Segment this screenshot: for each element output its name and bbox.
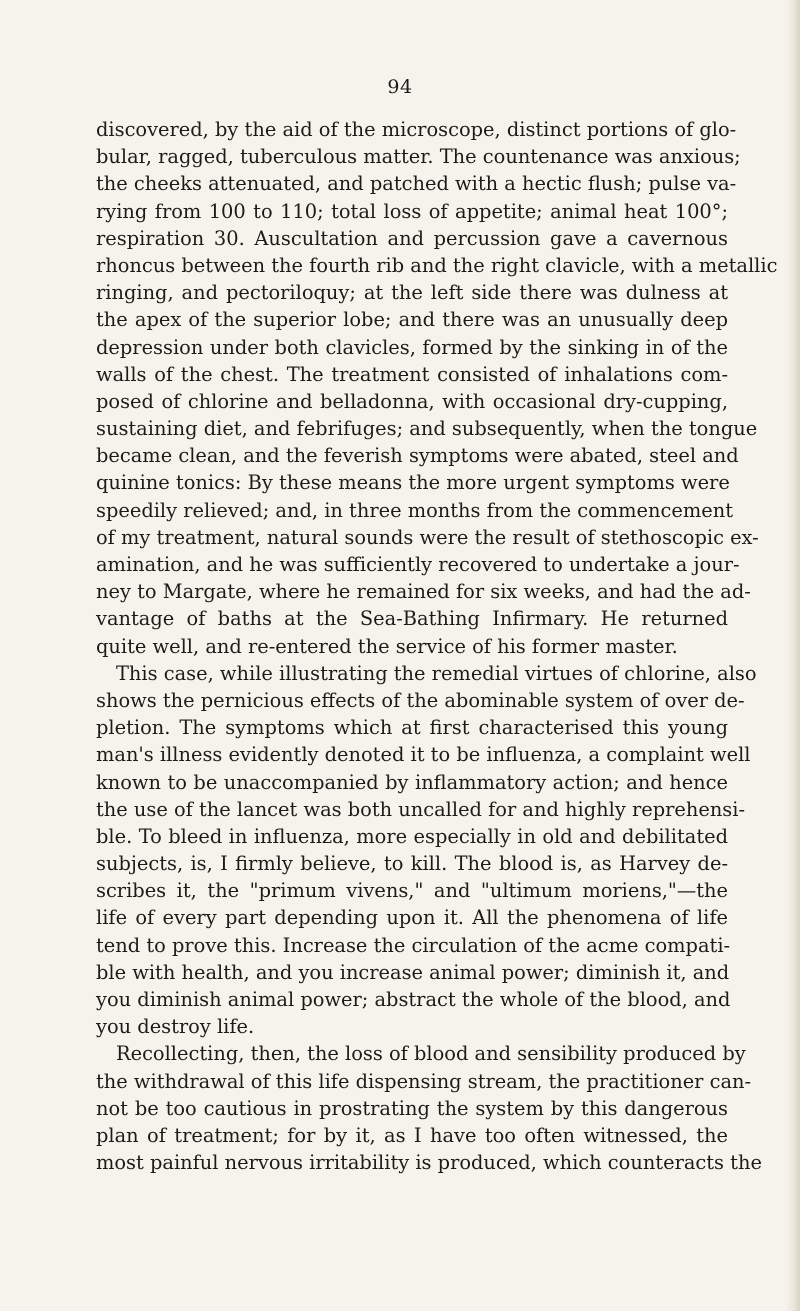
text-line: This case, while illustrating the remedial virtues of chlorine, also xyxy=(116,661,757,685)
text-line: respiration 30. Auscultation and percussion gave a cavernous xyxy=(96,226,728,250)
text-line: you destroy life. xyxy=(96,1015,255,1039)
text-line: known to be unaccompanied by inflammatory action; and hence xyxy=(96,770,728,794)
text-line: Recollecting, then, the loss of blood and sensibility produced by xyxy=(116,1042,746,1066)
text-line: pletion. The symptoms which at first characterised this young xyxy=(96,716,728,740)
text-line: bular, ragged, tuberculous matter. The countenance was anxious; xyxy=(96,145,741,169)
text-line: tend to prove this. Increase the circulation of the acme compati- xyxy=(96,933,731,957)
text-line: rying from 100 to 110; total loss of appetite; animal heat 100°; xyxy=(96,199,728,223)
page-number: 94 xyxy=(387,76,413,98)
text-line: posed of chlorine and belladonna, with occasional dry-cupping, xyxy=(96,389,728,413)
text-line: man's illness evidently denoted it to be influenza, a complaint well xyxy=(96,743,751,767)
text-line: walls of the chest. The treatment consisted of inhalations com- xyxy=(96,362,728,386)
text-line: ble with health, and you increase animal power; diminish it, and xyxy=(96,960,730,984)
text-line: amination, and he was sufficiently recovered to undertake a jour- xyxy=(96,553,740,576)
text-line: you diminish animal power; abstract the whole of the blood, and xyxy=(96,988,731,1011)
text-line: the use of the lancet was both uncalled for and highly reprehensi- xyxy=(96,797,746,821)
text-line: the apex of the superior lobe; and there was an unusually deep xyxy=(96,308,728,332)
body-text xyxy=(96,116,778,1176)
text-line: discovered, by the aid of the microscope, distinct portions of glo- xyxy=(96,118,737,141)
text-line: scribes it, the "primum vivens," and "ultimum moriens,"—the xyxy=(96,879,728,903)
text-line: ringing, and pectoriloquy; at the left side there was dulness at xyxy=(96,281,728,305)
text-line: the cheeks attenuated, and patched with a hectic flush; pulse va- xyxy=(96,172,737,196)
text-line: the withdrawal of this life dispensing stream, the practitioner can- xyxy=(96,1069,752,1093)
text-line: quinine tonics: By these means the more urgent symptoms were xyxy=(96,471,730,495)
text-line: ney to Margate, where he remained for six weeks, and had the ad- xyxy=(96,580,751,604)
text-line: most painful nervous irritability is produced, which counteracts the xyxy=(96,1151,762,1175)
text-line: of my treatment, natural sounds were the result of stethoscopic ex- xyxy=(96,525,759,549)
text-line: became clean, and the feverish symptoms were abated, steel and xyxy=(96,444,739,468)
text-line: rhoncus between the fourth rib and the right clavicle, with a metallic xyxy=(96,253,778,277)
text-line: subjects, is, I firmly believe, to kill. The blood is, as Harvey de- xyxy=(96,852,728,876)
text-line: not be too cautious in prostrating the system by this dangerous xyxy=(96,1096,728,1120)
text-line: vantage of baths at the Sea-Bathing Infirmary. He returned xyxy=(96,607,728,631)
page-edge-shadow xyxy=(786,0,800,1311)
text-line: shows the pernicious effects of the abominable system of over de- xyxy=(96,688,745,712)
text-line: ble. To bleed in influenza, more especially in old and debilitated xyxy=(96,824,728,848)
text-line: plan of treatment; for by it, as I have too often witnessed, the xyxy=(96,1123,728,1147)
text-line: quite well, and re-entered the service of his former master. xyxy=(96,634,678,658)
text-line: speedily relieved; and, in three months from the commencement xyxy=(96,498,734,522)
text-line: life of every part depending upon it. All the phenomena of life xyxy=(96,906,728,930)
text-line: sustaining diet, and febrifuges; and subsequently, when the tongue xyxy=(96,417,758,441)
text-line: depression under both clavicles, formed by the sinking in of the xyxy=(96,335,728,359)
